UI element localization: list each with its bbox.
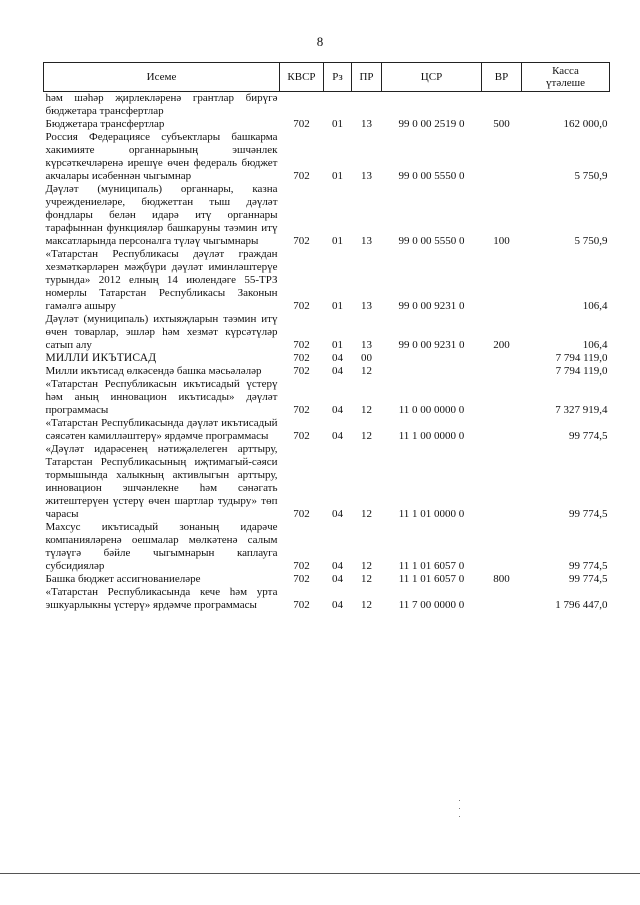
- cell-rz: 04: [332, 404, 343, 416]
- cell-kvsr: 702: [293, 118, 310, 130]
- cell-kvsr: 702: [293, 235, 310, 247]
- table-row: [44, 573, 610, 586]
- table-row: [44, 92, 610, 119]
- cell-name: Дәүләт (муниципаль) ихтыяҗларын тәэмин итү өчен товарлар, эшләр һәм хезмәт күрсәтүләр сатып алу: [45, 313, 278, 351]
- cell-amount: 99 774,5: [569, 430, 608, 442]
- cell-name: Махсус икътисадый зонаның идарәче компанияләренә оешмалар мөлкәтенә салым түләүгә бәйле чыгымнарын каплауга субсидияләр: [45, 521, 278, 572]
- cell-kvsr: 702: [293, 170, 310, 182]
- cell-name: һәм шәһәр җирлекләренә грантлар бирүгә бюджетара трансфертлар: [45, 92, 278, 117]
- table-row: [44, 118, 610, 131]
- page-bottom-rule: [0, 873, 640, 874]
- cell-rz: 04: [332, 599, 343, 611]
- cell-vr: 100: [493, 235, 510, 247]
- cell-pr: [352, 92, 382, 119]
- cell-kvsr: 702: [293, 508, 310, 520]
- table-header-row: [44, 63, 610, 92]
- cell-vr: [482, 131, 522, 183]
- cell-name: Дәүләт (муниципаль) органнары, казна учреждениеләре, бюджеттан тыш дәүләт фондлары белән идарә итү органнары тарафыннан функцияләр башкаруны тәэмин итү максатларында персоналга түләү чыгымнары: [45, 183, 278, 247]
- cell-csr: 11 1 01 6057 0: [398, 573, 465, 585]
- table-row: [44, 521, 610, 573]
- cell-csr: 99 0 00 5550 0: [398, 235, 465, 247]
- cell-kvsr: 702: [293, 352, 310, 364]
- cell-pr: 12: [361, 430, 372, 442]
- cell-csr: 99 0 00 9231 0: [398, 339, 465, 351]
- cell-rz: [324, 92, 352, 119]
- table-row: [44, 248, 610, 313]
- cell-vr: [482, 521, 522, 573]
- cell-pr: 13: [361, 170, 372, 182]
- cell-csr: [382, 352, 482, 365]
- cell-kvsr: 702: [293, 404, 310, 416]
- table-row: [44, 417, 610, 443]
- cell-pr: 13: [361, 118, 372, 130]
- table-row: [44, 586, 610, 612]
- cell-rz: 04: [332, 352, 343, 364]
- cell-csr: 11 7 00 0000 0: [398, 599, 465, 611]
- cell-csr: 11 1 00 0000 0: [398, 430, 465, 442]
- cell-csr: [382, 365, 482, 378]
- cell-name: «Татарстан Республикасында дәүләт икътисадый сәясәтен камилләштерү» ярдәмче программасы: [45, 417, 278, 442]
- table-row: [44, 313, 610, 352]
- cell-pr: 12: [361, 508, 372, 520]
- cell-kvsr: 702: [293, 430, 310, 442]
- cell-name: «Татарстан Республикасын икътисадый үстерү һәм аның инновацион икътисады» дәүләт программасы: [45, 378, 278, 416]
- cell-name: «Дәүләт идарәсенең нәтиҗәлелеген арттыру, Татарстан Республикасының иҗтимагый-сәяси тормышында халыкның активлыгын арттыру, инновацион эшчәнлекне һәм сәнәгать житештерүен үстерү өчен шартлар тудыру» төп чарасы: [45, 443, 278, 520]
- cell-name: «Татарстан Республикасында кече һәм урта эшкуарлыкны үстерү» ярдәмче программасы: [45, 586, 278, 611]
- cell-rz: 01: [332, 170, 343, 182]
- budget-table: [43, 62, 610, 612]
- cell-rz: 01: [332, 300, 343, 312]
- table-body: [44, 92, 610, 613]
- cell-kvsr: 702: [293, 599, 310, 611]
- cell-amount: 162 000,0: [563, 118, 608, 130]
- cell-kvsr: [280, 92, 324, 119]
- cell-pr: 00: [361, 352, 372, 364]
- cell-name: МИЛЛИ ИКЪТИСАД: [45, 352, 157, 364]
- cell-pr: 13: [361, 300, 372, 312]
- cell-amount: 99 774,5: [569, 508, 608, 520]
- header-rz: Рз: [324, 63, 352, 92]
- cell-vr: [482, 365, 522, 378]
- cell-kvsr: 702: [293, 339, 310, 351]
- header-name: Исеме: [44, 63, 280, 92]
- cell-vr: 200: [493, 339, 510, 351]
- cell-name: Бюджетара трансфертлар: [45, 118, 165, 130]
- header-kvsr: КВСР: [280, 63, 324, 92]
- cell-rz: 04: [332, 560, 343, 572]
- cell-pr: 13: [361, 339, 372, 351]
- cell-amount: 5 750,9: [574, 235, 608, 247]
- cell-amount: 1 796 447,0: [555, 599, 608, 611]
- header-pr: ПР: [352, 63, 382, 92]
- cell-rz: 04: [332, 365, 343, 377]
- cell-vr: 500: [493, 118, 510, 130]
- cell-kvsr: 702: [293, 560, 310, 572]
- cell-pr: 12: [361, 573, 372, 585]
- cell-kvsr: 702: [293, 300, 310, 312]
- table-row: [44, 365, 610, 378]
- cell-amount: 106,4: [582, 300, 608, 312]
- page-number: 8: [316, 34, 324, 49]
- cell-pr: 12: [361, 560, 372, 572]
- cell-csr: 11 1 01 6057 0: [398, 560, 465, 572]
- cell-kvsr: 702: [293, 573, 310, 585]
- cell-amount: 7 794 119,0: [555, 365, 608, 377]
- header-kassa-line1: Касса: [552, 65, 579, 77]
- cell-pr: 12: [361, 365, 372, 377]
- cell-rz: 04: [332, 508, 343, 520]
- cell-pr: 12: [361, 599, 372, 611]
- cell-csr: [382, 92, 482, 119]
- cell-amount: 5 750,9: [574, 170, 608, 182]
- cell-kvsr: 702: [293, 365, 310, 377]
- cell-amount: 106,4: [582, 339, 608, 351]
- cell-vr: [482, 378, 522, 417]
- cell-amount: 7 794 119,0: [555, 352, 608, 364]
- cell-csr: 11 0 00 0000 0: [398, 404, 465, 416]
- cell-vr: [482, 443, 522, 521]
- scan-speck: [459, 808, 460, 809]
- cell-csr: 99 0 00 2519 0: [398, 118, 465, 130]
- table-row: [44, 378, 610, 417]
- cell-vr: [482, 586, 522, 612]
- cell-rz: 01: [332, 235, 343, 247]
- cell-csr: 99 0 00 9231 0: [398, 300, 465, 312]
- cell-vr: 800: [493, 573, 510, 585]
- table-row: [44, 443, 610, 521]
- cell-name: Россия Федерациясе субъектлары башкарма хакимияте органнарының эшчәнлек күрсәткечләренә ирешүе өчен федераль бюджет акчалары исәбеннән чыгымнар: [45, 131, 278, 182]
- header-csr: ЦСР: [382, 63, 482, 92]
- cell-amount: 7 327 919,4: [555, 404, 608, 416]
- cell-amount: [522, 92, 610, 119]
- cell-name: Башка бюджет ассигнованиеләре: [45, 573, 201, 585]
- cell-vr: [482, 417, 522, 443]
- table-row: [44, 352, 610, 365]
- cell-amount: 99 774,5: [569, 573, 608, 585]
- table-row: [44, 183, 610, 248]
- cell-rz: 01: [332, 339, 343, 351]
- cell-pr: 12: [361, 404, 372, 416]
- cell-csr: 99 0 00 5550 0: [398, 170, 465, 182]
- cell-rz: 04: [332, 430, 343, 442]
- header-kassa: [522, 63, 610, 92]
- cell-csr: 11 1 01 0000 0: [398, 508, 465, 520]
- cell-name: «Татарстан Республикасы дәүләт граждан хезмәткәрләрен мәҗбүри дәүләт иминләштерүе турында» 2012 елның 14 июлендәге 55-ТРЗ номерлы Татарстан Республикасы Законын гамәлгә ашыру: [45, 248, 278, 312]
- cell-vr: [482, 92, 522, 119]
- cell-name: Милли икътисад өлкәсендә башка мәсьәләләр: [45, 365, 262, 377]
- header-vr: ВР: [482, 63, 522, 92]
- cell-vr: [482, 352, 522, 365]
- header-kassa-line2: үтәлеше: [546, 77, 585, 89]
- cell-pr: 13: [361, 235, 372, 247]
- scan-speck: [459, 800, 460, 801]
- table-row: [44, 131, 610, 183]
- scan-speck: [459, 816, 460, 817]
- cell-vr: [482, 248, 522, 313]
- cell-rz: 01: [332, 118, 343, 130]
- cell-rz: 04: [332, 573, 343, 585]
- cell-amount: 99 774,5: [569, 560, 608, 572]
